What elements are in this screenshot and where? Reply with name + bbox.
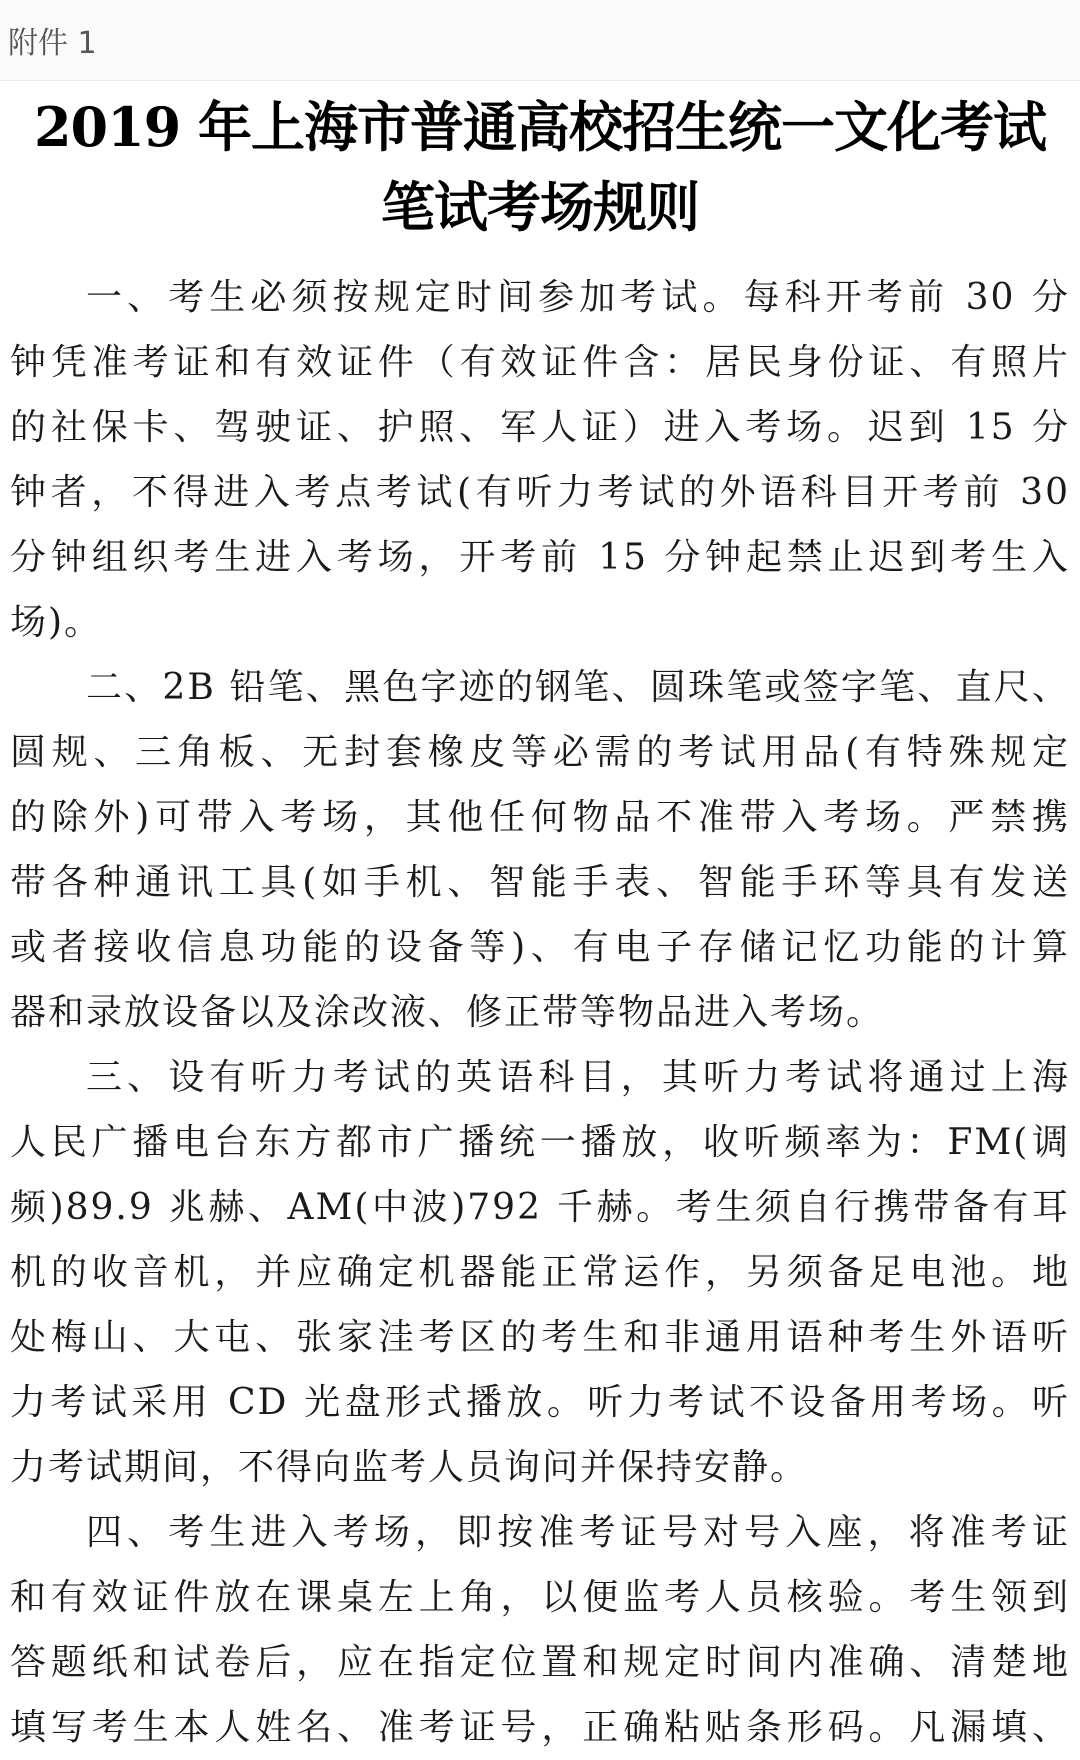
text-line: 圆规、三角板、无封套橡皮等必需的考试用品(有特殊规定 [10, 732, 1070, 773]
text-line: 器和录放设备以及涂改液、修正带等物品进入考场。 [10, 992, 885, 1033]
document-body [0, 265, 1080, 1760]
paragraph [10, 265, 1070, 655]
text-line: 人民广播电台东方都市广播统一播放，收听频率为：FM(调 [10, 1122, 1070, 1163]
paragraph [10, 1500, 1070, 1760]
text-line: 二、2B 铅笔、黑色字迹的钢笔、圆珠笔或签字笔、直尺、 [86, 667, 1070, 708]
text-line: 力考试期间，不得向监考人员询问并保持安静。 [10, 1447, 809, 1488]
text-line: 机的收音机，并应确定机器能正常运作，另须备足电池。地 [10, 1252, 1070, 1293]
attachment-header [0, 0, 1080, 81]
text-line: 力考试采用 CD 光盘形式播放。听力考试不设备用考场。听 [10, 1382, 1070, 1423]
text-line: 四、考生进入考场，即按准考证号对号入座，将准考证 [86, 1512, 1070, 1553]
text-line: 处梅山、大屯、张家洼考区的考生和非通用语种考生外语听 [10, 1317, 1070, 1358]
text-line: 和有效证件放在课桌左上角，以便监考人员核验。考生领到 [10, 1577, 1070, 1618]
text-line: 钟凭准考证和有效证件（有效证件含：居民身份证、有照片 [10, 342, 1070, 383]
text-line: 一、考生必须按规定时间参加考试。每科开考前 30 分 [86, 277, 1070, 318]
title-line-2: 笔试考场规则 [381, 175, 699, 239]
paragraph [10, 1045, 1070, 1500]
text-line: 或者接收信息功能的设备等)、有电子存储记忆功能的计算 [10, 927, 1070, 968]
text-line: 的除外)可带入考场，其他任何物品不准带入考场。严禁携 [10, 797, 1070, 838]
text-line: 的社保卡、驾驶证、护照、军人证）进入考场。迟到 15 分 [10, 407, 1070, 448]
text-line: 场)。 [10, 602, 103, 643]
text-line: 三、设有听力考试的英语科目，其听力考试将通过上海 [86, 1057, 1070, 1098]
attachment-label: 附件 1 [8, 26, 97, 61]
text-line: 填写考生本人姓名、准考证号，正确粘贴条形码。凡漏填、 [10, 1707, 1070, 1748]
title-line-1: 2019 年上海市普通高校招生统一文化考试 [33, 95, 1047, 159]
paragraph [10, 655, 1070, 1045]
text-line: 分钟组织考生进入考场，开考前 15 分钟起禁止迟到考生入 [10, 537, 1070, 578]
text-line: 钟者，不得进入考点考试(有听力考试的外语科目开考前 30 [10, 472, 1070, 513]
document-title [0, 87, 1080, 247]
text-line: 答题纸和试卷后，应在指定位置和规定时间内准确、清楚地 [10, 1642, 1070, 1683]
text-line: 带各种通讯工具(如手机、智能手表、智能手环等具有发送 [10, 862, 1070, 903]
text-line: 频)89.9 兆赫、AM(中波)792 千赫。考生须自行携带备有耳 [10, 1187, 1070, 1228]
